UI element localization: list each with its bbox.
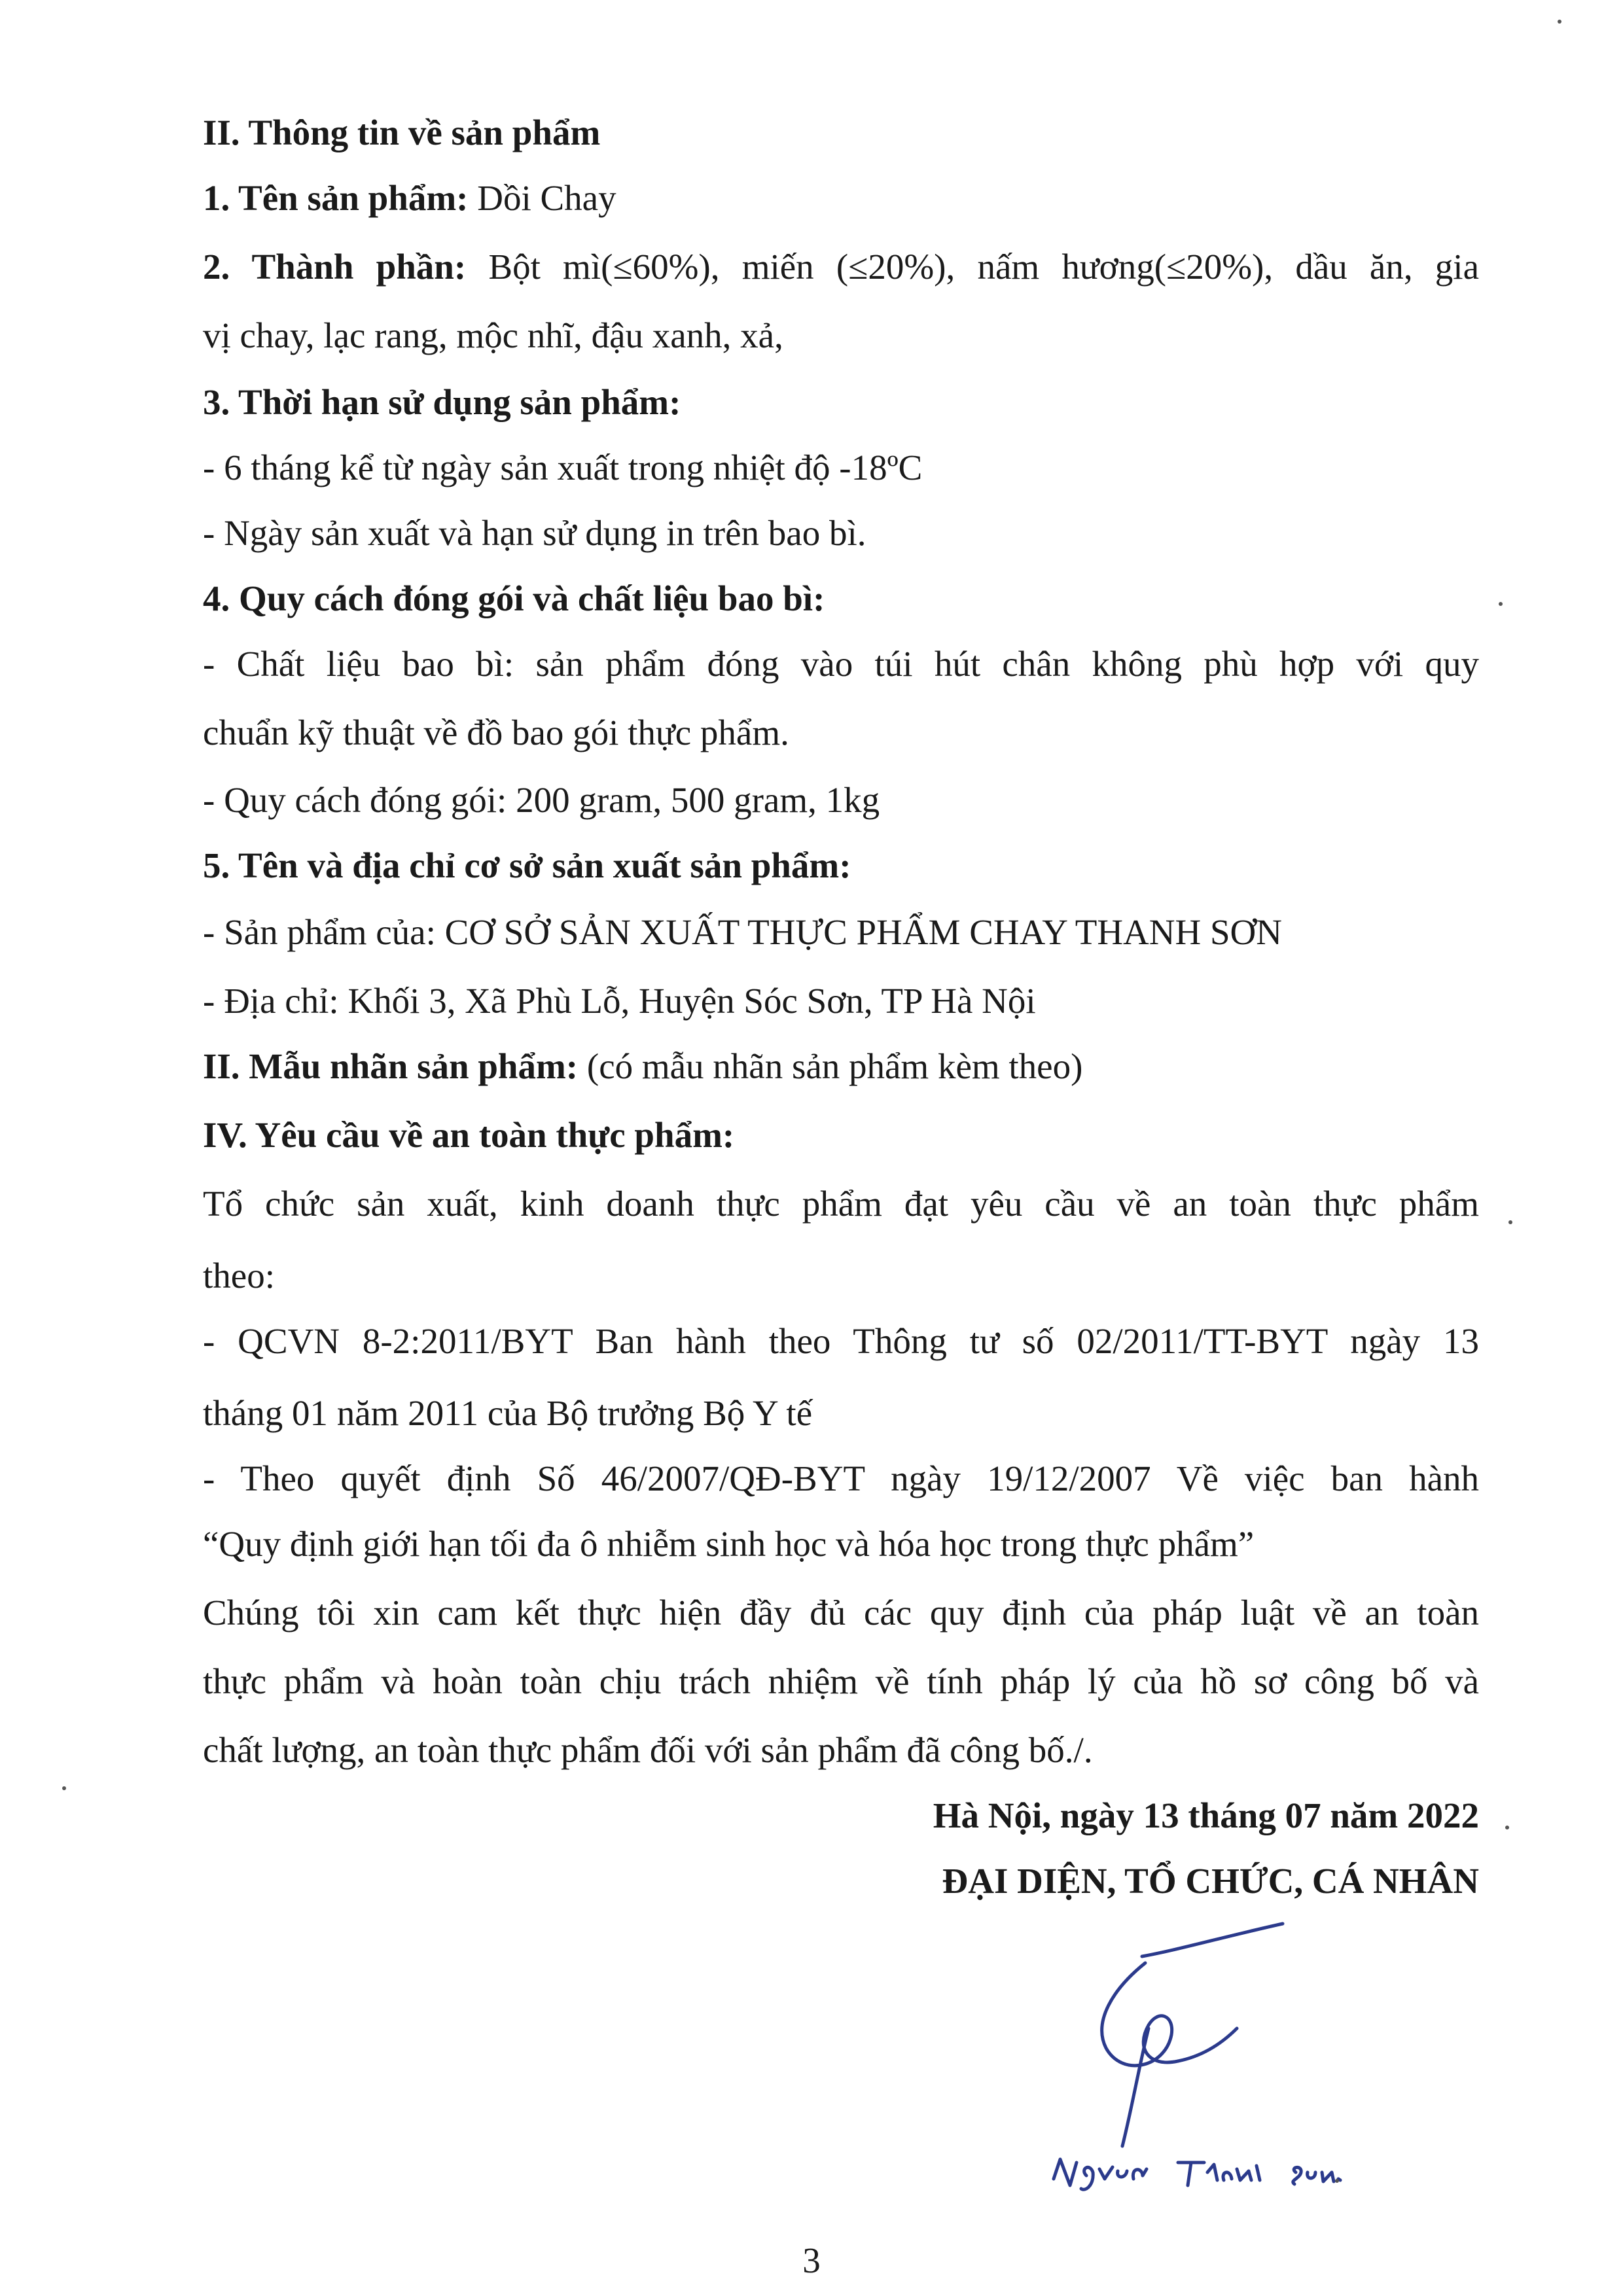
scan-speck [1558, 20, 1561, 24]
commitment-line-3: chất lượng, an toàn thực phẩm đối với sản phẩm đã công bố./. [203, 1730, 1093, 1770]
packaging-line-1: - Chất liệu bao bì: sản phẩm đóng vào túi hút chân không phù hợp với quy [203, 644, 1479, 684]
shelf-life-label: 3. Thời hạn sử dụng sản phẩm: [203, 382, 681, 422]
commitment-line-1: Chúng tôi xin cam kết thực hiện đầy đủ các quy định của pháp luật về an toàn [203, 1593, 1479, 1633]
section-title-food-safety: IV. Yêu cầu về an toàn thực phẩm: [203, 1115, 735, 1155]
ingredients-line [203, 244, 1479, 290]
signer-name-script [1054, 2159, 1340, 2189]
section-title-product-info: II. Thông tin về sản phẩm [203, 113, 601, 152]
ingredients-label: 2. Thành phần: [203, 247, 467, 287]
scan-speck [1508, 1220, 1512, 1224]
product-name-line [203, 175, 1479, 221]
packaging-line-2: chuẩn kỹ thuật về đồ bao gói thực phẩm. [203, 713, 789, 752]
regulation-2-line-2: “Quy định giới hạn tối đa ô nhiễm sinh học và hóa học trong thực phẩm” [203, 1524, 1255, 1564]
page-number: 3 [802, 2240, 821, 2280]
scan-speck [1505, 1826, 1509, 1829]
ingredients-continued: vị chay, lạc rang, mộc nhĩ, đậu xanh, xả, [203, 315, 783, 355]
scan-speck [1335, 2179, 1339, 2183]
scan-speck [1499, 602, 1503, 606]
representative-title: ĐẠI DIỆN, TỔ CHỨC, CÁ NHÂN [942, 1861, 1479, 1901]
handwritten-signature [1008, 1911, 1427, 2212]
signature-scribble [1102, 1963, 1237, 2066]
packaging-line-3: - Quy cách đóng gói: 200 gram, 500 gram, 1kg [203, 780, 880, 820]
product-name-label: 1. Tên sản phẩm: [203, 178, 469, 218]
packaging-label: 4. Quy cách đóng gói và chất liệu bao bì: [203, 578, 825, 618]
manufacturer-line-2: - Địa chỉ: Khối 3, Xã Phù Lỗ, Huyện Sóc Sơn, TP Hà Nội [203, 981, 1036, 1021]
regulation-1-line-1: - QCVN 8-2:2011/BYT Ban hành theo Thông tư số 02/2011/TT-BYT ngày 13 [203, 1321, 1479, 1361]
product-label-line [203, 1044, 1479, 1089]
commitment-line-2: thực phẩm và hoàn toàn chịu trách nhiệm về tính pháp lý của hồ sơ công bố và [203, 1661, 1479, 1701]
manufacturer-label: 5. Tên và địa chỉ cơ sở sản xuất sản phẩm: [203, 845, 851, 885]
regulation-1-line-2: tháng 01 năm 2011 của Bộ trưởng Bộ Y tế [203, 1393, 813, 1433]
product-name-value: Dồi Chay [468, 178, 616, 218]
safety-intro-line-2: theo: [203, 1256, 275, 1296]
regulation-2-line-1: - Theo quyết định Số 46/2007/QĐ-BYT ngày 19/12/2007 Về việc ban hành [203, 1458, 1479, 1498]
product-label-title: II. Mẫu nhãn sản phẩm: [203, 1046, 579, 1086]
signature-flourish [1142, 1924, 1283, 1956]
ingredients-value: Bột mì(≤60%), miến (≤20%), nấm hương(≤20%), dầu ăn, gia [466, 247, 1479, 287]
shelf-life-line-1: - 6 tháng kể từ ngày sản xuất trong nhiệt độ -18ºC [203, 448, 923, 487]
signature-tail [1122, 2028, 1149, 2146]
manufacturer-line-1: - Sản phẩm của: CƠ SỞ SẢN XUẤT THỰC PHẨM CHAY THANH SƠN [203, 912, 1282, 952]
date-line: Hà Nội, ngày 13 tháng 07 năm 2022 [933, 1795, 1479, 1835]
shelf-life-line-2: - Ngày sản xuất và hạn sử dụng in trên bao bì. [203, 513, 866, 553]
product-label-value: (có mẫu nhãn sản phẩm kèm theo) [578, 1046, 1083, 1086]
safety-intro-line-1: Tổ chức sản xuất, kinh doanh thực phẩm đạt yêu cầu về an toàn thực phẩm [203, 1184, 1479, 1224]
scan-speck [62, 1786, 66, 1790]
